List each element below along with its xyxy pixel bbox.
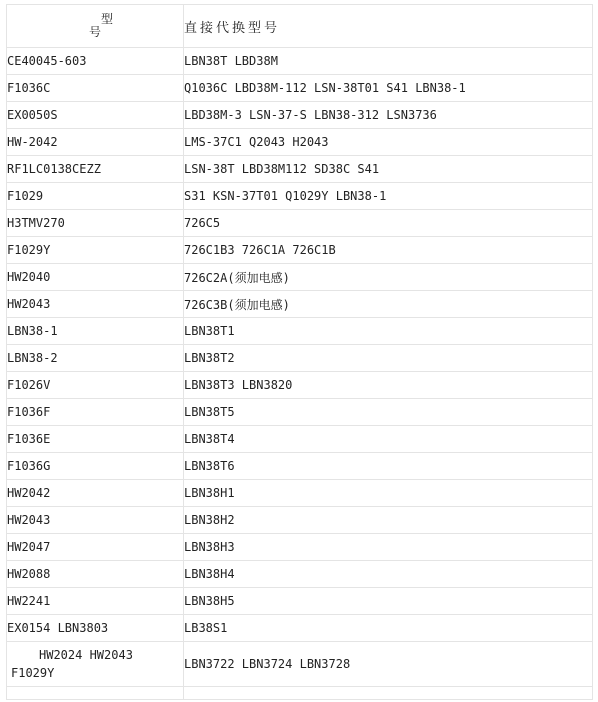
replacement-cell: 726C2A(须加电感) (184, 264, 593, 291)
replacement-cell: LBN38T2 (184, 345, 593, 372)
table-row (7, 129, 593, 156)
model-cell: F1029Y (7, 237, 184, 264)
replacement-cell: LBN38T4 (184, 426, 593, 453)
table-row (7, 561, 593, 588)
replacement-cell: LBN38T6 (184, 453, 593, 480)
table-row (7, 642, 593, 687)
model-cell: HW2043 (7, 507, 184, 534)
model-cell: HW2241 (7, 588, 184, 615)
table-row (7, 237, 593, 264)
model-cell: F1036E (7, 426, 184, 453)
table-row (7, 453, 593, 480)
replacement-cell: LBN38H5 (184, 588, 593, 615)
table-row (7, 480, 593, 507)
table-row (7, 399, 593, 426)
model-cell: F1029 (7, 183, 184, 210)
header-model-top: 型 (100, 12, 113, 26)
replacement-cell: LBN38H3 (184, 534, 593, 561)
table-row (7, 426, 593, 453)
replacement-cell: LB38S1 (184, 615, 593, 642)
model-cell: H3TMV270 (7, 210, 184, 237)
model-replacement-table (6, 4, 593, 700)
table-row (7, 48, 593, 75)
replacement-cell: 726C5 (184, 210, 593, 237)
model-cell: HW2088 (7, 561, 184, 588)
model-cell: RF1LC0138CEZZ (7, 156, 184, 183)
model-cell: F1036F (7, 399, 184, 426)
replacement-cell: LBN38T LBD38M (184, 48, 593, 75)
model-cell: EX0154 LBN3803 (7, 615, 184, 642)
replacement-cell: LBD38M-3 LSN-37-S LBN38-312 LSN3736 (184, 102, 593, 129)
table-row (7, 372, 593, 399)
table-row (7, 615, 593, 642)
table-row (7, 183, 593, 210)
model-cell: HW2042 (7, 480, 184, 507)
empty-cell (7, 687, 184, 700)
replacement-cell: LMS-37C1 Q2043 H2043 (184, 129, 593, 156)
header-model-bottom: 号 (88, 25, 101, 39)
table-row (7, 345, 593, 372)
table-row (7, 534, 593, 561)
replacement-cell: LBN3722 LBN3724 LBN3728 (184, 642, 593, 687)
table-row (7, 210, 593, 237)
table-row (7, 318, 593, 345)
model-cell: F1036G (7, 453, 184, 480)
table-row (7, 75, 593, 102)
model-cell: HW2047 (7, 534, 184, 561)
model-cell (7, 642, 184, 687)
empty-row (7, 687, 593, 700)
table-row (7, 102, 593, 129)
header-model (7, 5, 184, 48)
header-replacement: 直接代换型号 (184, 5, 593, 48)
model-line: HW2024 HW2043 (39, 648, 133, 662)
model-cell: F1036C (7, 75, 184, 102)
table-row (7, 156, 593, 183)
replacement-cell: LBN38T1 (184, 318, 593, 345)
replacement-cell: S31 KSN-37T01 Q1029Y LBN38-1 (184, 183, 593, 210)
table-row (7, 507, 593, 534)
model-cell: EX0050S (7, 102, 184, 129)
replacement-cell: LBN38H2 (184, 507, 593, 534)
table-row (7, 291, 593, 318)
replacement-cell: LBN38H1 (184, 480, 593, 507)
model-cell: CE40045-603 (7, 48, 184, 75)
replacement-cell: 726C3B(须加电感) (184, 291, 593, 318)
model-line: F1029Y (11, 666, 55, 680)
model-cell: LBN38-1 (7, 318, 184, 345)
replacement-cell: 726C1B3 726C1A 726C1B (184, 237, 593, 264)
model-cell: HW2040 (7, 264, 184, 291)
empty-cell (184, 687, 593, 700)
model-cell: HW2043 (7, 291, 184, 318)
replacement-cell: Q1036C LBD38M-112 LSN-38T01 S41 LBN38-1 (184, 75, 593, 102)
table-header-row (7, 5, 593, 48)
model-cell: LBN38-2 (7, 345, 184, 372)
model-cell: HW-2042 (7, 129, 184, 156)
table-row (7, 264, 593, 291)
replacement-cell: LSN-38T LBD38M112 SD38C S41 (184, 156, 593, 183)
table-row (7, 588, 593, 615)
replacement-cell: LBN38T3 LBN3820 (184, 372, 593, 399)
replacement-cell: LBN38T5 (184, 399, 593, 426)
model-cell: F1026V (7, 372, 184, 399)
replacement-cell: LBN38H4 (184, 561, 593, 588)
